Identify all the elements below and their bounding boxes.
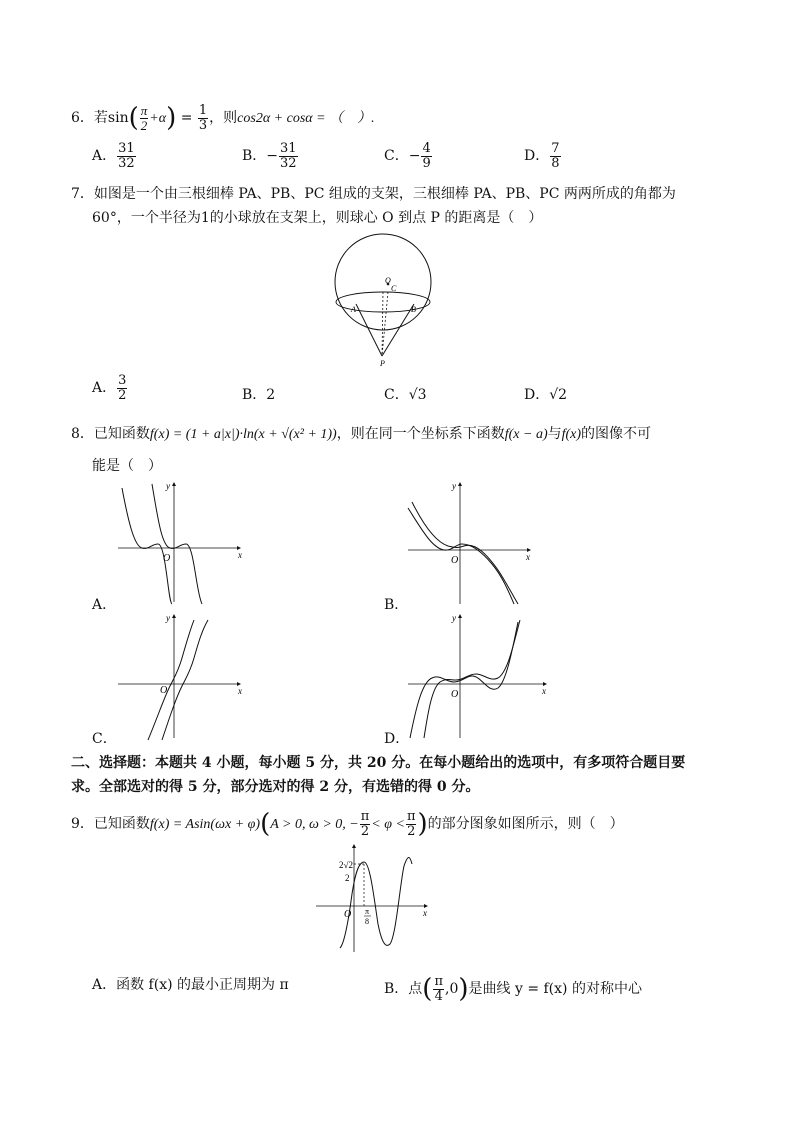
q6-option-a[interactable]: A． $\frac{31}{32}$ bbox=[92, 141, 135, 171]
svg-text:O: O bbox=[160, 685, 168, 696]
q7-line2: 60°，一个半径为1的小球放在支架上，则球心 O 到点 P 的距离是（ ） bbox=[92, 210, 543, 226]
q7-label-a: A bbox=[351, 305, 356, 314]
q6-option-d[interactable]: D． $\frac{7}{8}$ bbox=[524, 141, 560, 171]
q6-stem-text: 若 bbox=[93, 110, 108, 127]
q7-option-c[interactable]: C．√3 bbox=[384, 387, 427, 403]
q7-option-a[interactable]: A． $\frac{3}{2}$ bbox=[92, 373, 127, 403]
svg-text:O: O bbox=[344, 909, 352, 920]
q8-graph-c bbox=[112, 612, 244, 742]
q6-option-b[interactable]: B．− $\frac{31}{32}$ bbox=[242, 141, 297, 171]
q9-function: f(x) = Asin(ωx + φ) bbox=[149, 817, 261, 833]
q6-sin: sin bbox=[107, 110, 129, 127]
svg-text:2: 2 bbox=[345, 873, 350, 883]
svg-text:π: π bbox=[365, 907, 370, 916]
q9-option-a[interactable]: A．函数 f(x) 的最小正周期为 π bbox=[92, 977, 289, 993]
svg-text:y: y bbox=[452, 481, 456, 491]
q6-one-third: $\frac{1}{3}$ bbox=[198, 103, 208, 133]
q8-option-d[interactable]: D． bbox=[384, 731, 410, 747]
svg-text:y: y bbox=[166, 481, 170, 491]
q7-sphere-figure bbox=[330, 232, 440, 372]
section2-instructions: 求。全部选对的得 5 分，部分选对的得 2 分，有选错的得 0 分。 bbox=[71, 779, 480, 795]
svg-text:y: y bbox=[166, 613, 170, 623]
q6-plus-alpha: +α bbox=[149, 111, 167, 127]
q8-line1: 8．已知函数f(x) = (1 + a|x|)·ln(x + √(x² + 1))，则在同一个坐标系下函数f(x − a)与f(x)的图像不可 bbox=[71, 426, 652, 442]
q8-option-b[interactable]: B． bbox=[384, 597, 409, 613]
q7-label-p: P bbox=[380, 359, 385, 368]
q6-expression: cos2α + cosα = （ ）. bbox=[237, 111, 375, 127]
q6-option-c[interactable]: C．− $\frac{4}{9}$ bbox=[384, 141, 431, 171]
q7-option-b[interactable]: B．2 bbox=[242, 387, 276, 403]
svg-text:x: x bbox=[423, 908, 427, 918]
svg-text:x: x bbox=[238, 550, 242, 560]
q8-graph-d bbox=[402, 612, 550, 742]
svg-text:8: 8 bbox=[365, 917, 369, 926]
q6-stem-text-b: ，则 bbox=[209, 110, 238, 127]
q8-option-c[interactable]: C． bbox=[92, 731, 117, 747]
q8-function: f(x) = (1 + a|x|)·ln(x + √(x² + 1)) bbox=[149, 427, 337, 442]
q9-stem: 9．已知函数f(x) = Asin(ωx + φ)(A > 0, ω > 0, − $\frac{\pi}{2}$ < φ < $\frac{\pi}{2}$ )的部分图象如图所示，则（ ） bbox=[71, 809, 624, 840]
section2-heading: 二、选择题：本题共 4 小题，每小题 5 分，共 20 分。在每小题给出的选项中，有多项符合题目要 bbox=[71, 755, 686, 771]
q6-number: 6． bbox=[71, 110, 94, 127]
q8-graph-a bbox=[112, 480, 244, 606]
svg-text:O: O bbox=[163, 553, 171, 564]
q9-sine-graph bbox=[312, 844, 432, 954]
q7-label-c: C bbox=[391, 284, 397, 293]
q7-option-d[interactable]: D．√2 bbox=[524, 387, 568, 403]
svg-text:O: O bbox=[451, 689, 459, 700]
svg-text:2√2: 2√2 bbox=[339, 860, 353, 870]
q7-label-b: B bbox=[411, 305, 416, 314]
svg-text:x: x bbox=[526, 552, 530, 562]
q7-label-o: O bbox=[385, 276, 391, 285]
svg-text:x: x bbox=[542, 686, 546, 696]
q6-pi-over-2: $\frac{\pi}{2}$ bbox=[140, 103, 148, 133]
q8-graph-b bbox=[402, 480, 534, 606]
q7-line1: 7．如图是一个由三根细棒 PA、PB、PC 组成的支架，三根细棒 PA、PB、PC 两两所成的角都为 bbox=[71, 186, 676, 202]
q8-option-a[interactable]: A． bbox=[92, 597, 117, 613]
q8-line2: 能是（ ） bbox=[92, 458, 162, 474]
svg-text:O: O bbox=[451, 555, 459, 566]
svg-text:y: y bbox=[452, 613, 456, 623]
q9-option-b[interactable]: B．点( $\frac{\pi}{4}$ ,0)是曲线 y = f(x) 的对称中心 bbox=[384, 974, 642, 1005]
svg-text:x: x bbox=[238, 686, 242, 696]
q6-stem: 6．若sin( $\frac{\pi}{2}$ +α) = $\frac{1}{3}$ ，则cos2α + cosα = （ ）. bbox=[71, 103, 375, 134]
